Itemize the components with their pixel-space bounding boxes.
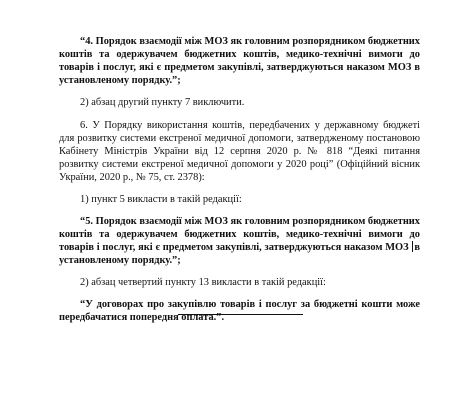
- end-separator-line: [178, 314, 303, 315]
- paragraph-point-4-text: “4. Порядок взаємодії між МОЗ як головним розпорядником бюджетних коштів та одержувачем бюджетних коштів, медико-технічні вимоги до товарів і послуг, які є предметом закупівлі, затверджуються наказом МОЗ в установленому порядку.”;: [59, 36, 420, 86]
- point-5-text-start: “5. Порядок взаємодії між МОЗ як головним розпорядником бюджетних коштів та одержувачем бюджетних коштів, медико-технічні вимоги до товарів і послуг, які є предметом закупівлі, затверджуються наказом МОЗ: [59, 216, 420, 253]
- paragraph-prepayment-text: “У договорах про закупівлю товарів і послуг за бюджетні кошти може передбачатися попередня оплата.”.: [59, 299, 420, 323]
- document-body: [59, 35, 420, 333]
- point-5-text-end: в установленому порядку.”;: [59, 242, 420, 266]
- paragraph-exclude-item-7: 2) абзац другий пункту 7 виключити.: [80, 97, 245, 108]
- paragraph-item-5-instruction: 1) пункт 5 викласти в такій редакції:: [80, 194, 242, 205]
- paragraph-item-13-instruction: 2) абзац четвертий пункту 13 викласти в такій редакції:: [80, 277, 326, 288]
- paragraph-item-6-intro: 6. У Порядку використання коштів, передбачених у державному бюджеті для розвитку системи екстреної медичної допомоги, затвердженому постановою Кабінету Міністрів України від 12 серпня 2020 р. № 818 “Деякі питання розвитку системи екстреної медичної допомоги у 2020 році” (Офіційний вісник України, 2020 р., № 75, ст. 2378):: [59, 120, 420, 183]
- paragraph-point-5-text[interactable]: [59, 215, 420, 267]
